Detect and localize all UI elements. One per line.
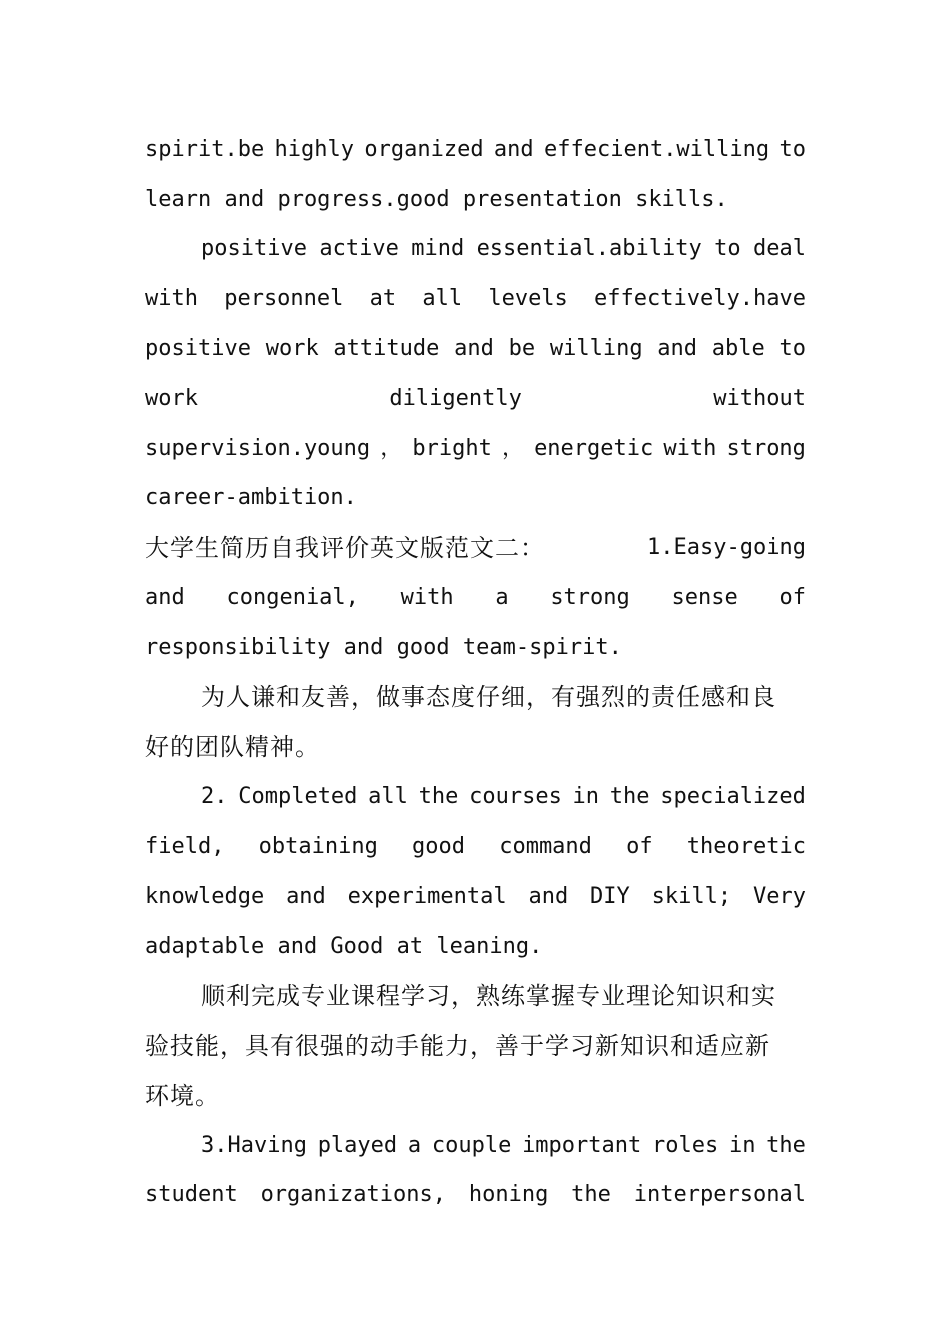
word: positive [201,236,307,261]
word: 3.Having [201,1133,307,1158]
word: effectively.have [594,286,806,311]
text-line [145,224,806,274]
word: all [368,784,408,809]
text-line [145,324,806,374]
word: organizations, [260,1182,446,1207]
word: and [286,884,326,909]
word: without [713,386,806,411]
text-line [145,822,806,872]
text-line: 为人谦和友善，做事态度仔细，有强烈的责任感和良 [201,683,776,711]
word: strong [550,585,630,610]
word: at [369,286,397,311]
text-line: 顺利完成专业课程学习，熟练掌握专业理论知识和实 [201,982,776,1010]
text-line [145,872,806,922]
text-line: learn and progress.good presentation skills. [145,187,728,212]
word: personnel [224,286,344,311]
word: positive [145,336,251,361]
word: deal [752,236,806,261]
word: supervision.young [145,436,371,461]
word: to [779,137,806,162]
word: and [493,137,534,162]
text-line [145,1170,806,1220]
word: energetic [534,436,654,461]
word: and [454,336,494,361]
word: diligently [389,386,522,411]
word: ， [501,436,524,461]
word: field, [145,834,225,859]
word: to [714,236,741,261]
word: work [265,336,319,361]
word: work [145,386,198,411]
word: knowledge [145,884,265,909]
word: in [572,784,600,809]
word: the [609,784,650,809]
text-line [145,573,806,623]
word: honing [468,1182,549,1207]
word: the [571,1182,611,1207]
word: in [728,1133,756,1158]
word: couple [431,1133,512,1158]
word: student [145,1182,238,1207]
word: bright [412,436,492,461]
word: willing [549,336,643,361]
word: obtaining [258,834,378,859]
section-heading-line [145,523,806,573]
word: theoretic [686,834,806,859]
word: mind [411,236,465,261]
word: attitude [333,336,440,361]
word: played [317,1133,398,1158]
word: be [508,336,536,361]
word: the [418,784,459,809]
text-line [145,772,806,822]
word: of [626,834,653,859]
word: able [711,336,765,361]
word: and [657,336,698,361]
word: courses [469,784,562,809]
word: a [495,585,509,610]
word: highly [274,137,355,162]
word: active [319,236,399,261]
word: 2. [201,784,228,809]
text-line: career-ambition. [145,485,357,510]
word: experimental [347,884,507,909]
word: good [412,834,466,859]
word: sense [671,585,738,610]
word: with [400,585,454,610]
text-line [145,274,806,324]
word: all [422,286,463,311]
word: specialized [660,784,806,809]
word: a [407,1133,422,1158]
text-line: 好的团队精神。 [145,733,320,761]
word: ， [380,436,403,461]
word: interpersonal [633,1182,806,1207]
text-line [145,125,806,175]
text-line: adaptable and Good at leaning. [145,934,543,959]
word: with [663,436,717,461]
word: Completed [238,784,358,809]
word: command [499,834,592,859]
word: effecient.willing [543,137,770,162]
text-line: responsibility and good team-spirit. [145,635,622,660]
word: strong [726,436,806,461]
word: and [528,884,569,909]
word: congenial, [226,585,359,610]
word: the [766,1133,806,1158]
word: levels [488,286,568,311]
text-line [145,424,806,474]
word: to [779,336,806,361]
word: of [779,585,806,610]
text-line: 验技能，具有很强的动手能力，善于学习新知识和适应新 [145,1032,770,1060]
word: DIY [590,884,630,909]
word: roles [652,1133,719,1158]
word: 1.Easy-going [647,535,806,560]
text-line [145,374,806,424]
word: essential.ability [476,236,702,261]
word: organized [364,137,484,162]
word: skill; [651,884,732,909]
text-line: 环境。 [145,1082,220,1110]
word: with [145,286,198,311]
word: Very [752,884,806,909]
word: spirit.be [145,137,265,162]
section-heading: 大学生简历自我评价英文版范文二： [145,534,545,562]
text-line [145,1121,806,1171]
word: and [145,585,185,610]
word: important [522,1133,642,1158]
